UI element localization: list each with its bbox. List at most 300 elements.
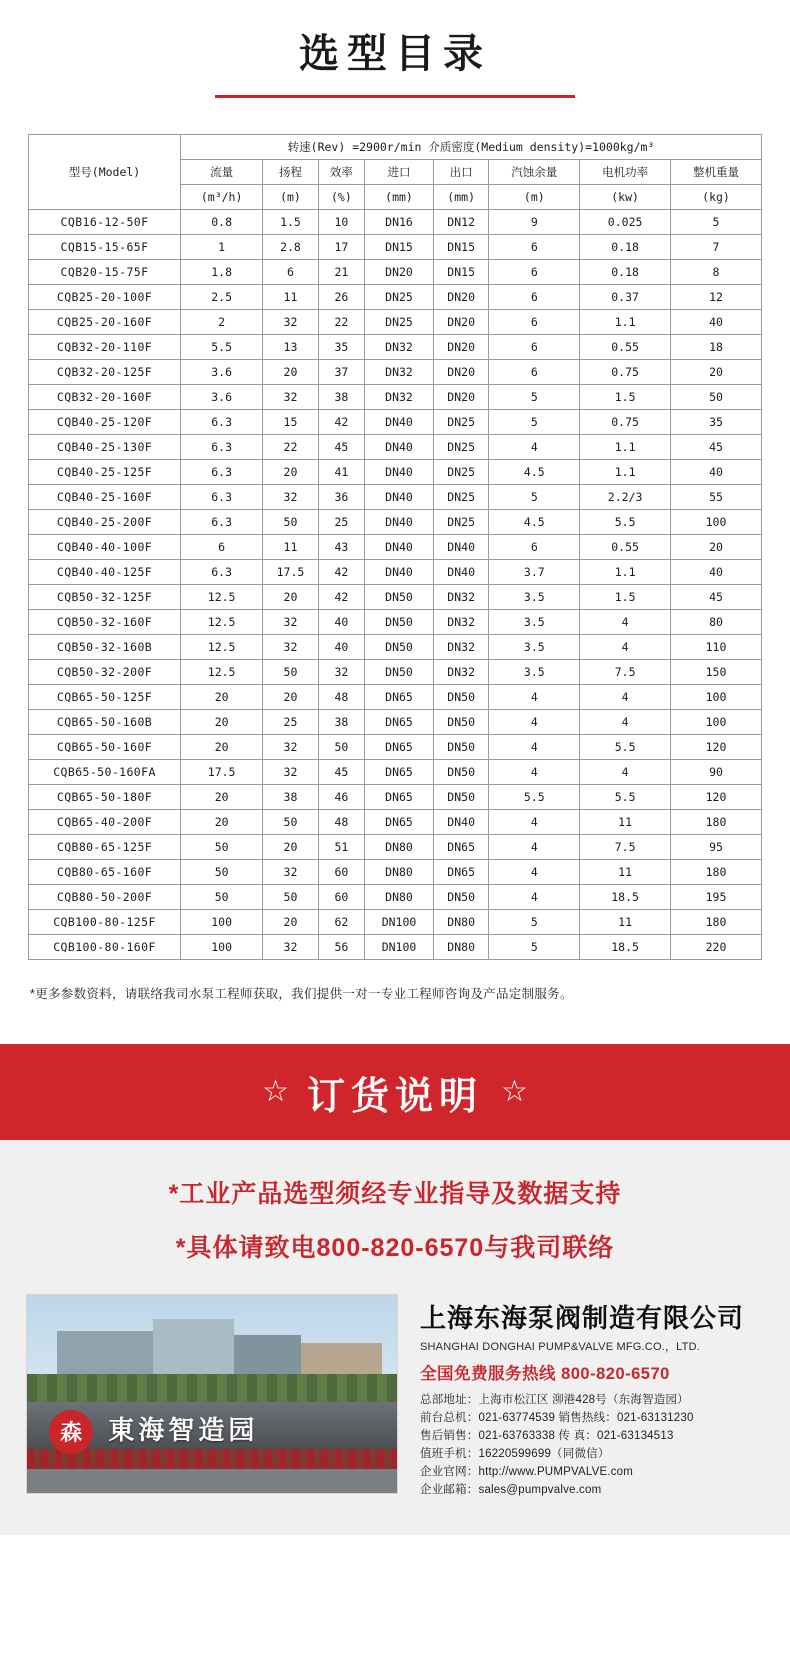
table-row <box>29 935 762 960</box>
cell-value: 4 <box>489 435 580 460</box>
cell-value: 4 <box>489 710 580 735</box>
cell-value: 32 <box>263 385 318 410</box>
cell-value: 220 <box>671 935 762 960</box>
cell-value: 32 <box>263 310 318 335</box>
cell-value: 4.5 <box>489 510 580 535</box>
header-col-unit-3: (mm) <box>365 185 434 210</box>
header-col-name-0: 流量 <box>181 160 263 185</box>
cell-value: 45 <box>671 585 762 610</box>
spec-table-body <box>29 210 762 960</box>
table-row <box>29 260 762 285</box>
cell-value: 1.5 <box>580 385 671 410</box>
cell-model: CQB32-20-125F <box>29 360 181 385</box>
cell-model: CQB20-15-75F <box>29 260 181 285</box>
cell-model: CQB40-40-100F <box>29 535 181 560</box>
cell-value: 5 <box>489 485 580 510</box>
cell-value: 8 <box>671 260 762 285</box>
cell-value: 6 <box>489 260 580 285</box>
cell-value: DN65 <box>365 760 434 785</box>
cell-value: 50 <box>181 835 263 860</box>
cell-value: DN25 <box>365 285 434 310</box>
cell-value: 11 <box>580 860 671 885</box>
cell-value: 195 <box>671 885 762 910</box>
cell-value: 11 <box>580 910 671 935</box>
cell-value: 50 <box>263 510 318 535</box>
cell-value: 100 <box>671 685 762 710</box>
table-row <box>29 360 762 385</box>
spec-table-head <box>29 135 762 210</box>
table-row <box>29 760 762 785</box>
table-row <box>29 235 762 260</box>
cell-value: 0.025 <box>580 210 671 235</box>
cell-value: 10 <box>318 210 364 235</box>
cell-value: 25 <box>318 510 364 535</box>
factory-photo <box>26 1294 398 1494</box>
cell-value: 0.18 <box>580 235 671 260</box>
cell-value: DN40 <box>365 535 434 560</box>
table-row <box>29 385 762 410</box>
cell-value: DN25 <box>433 485 488 510</box>
order-banner-title: 订货说明 <box>306 1075 483 1118</box>
cell-value: 12.5 <box>181 660 263 685</box>
cell-value: 17.5 <box>181 760 263 785</box>
cell-value: DN25 <box>433 410 488 435</box>
cell-value: 1.5 <box>580 585 671 610</box>
cell-value: 48 <box>318 685 364 710</box>
cell-value: DN80 <box>365 860 434 885</box>
table-row <box>29 560 762 585</box>
header-col-name-7: 整机重量 <box>671 160 762 185</box>
cell-value: 1.1 <box>580 460 671 485</box>
cell-value: 3.5 <box>489 635 580 660</box>
cell-value: 32 <box>318 660 364 685</box>
company-fax: 售后销售：021-63763338 传 真：021-63134513 <box>420 1430 674 1442</box>
cell-value: DN50 <box>433 710 488 735</box>
company-logo-icon: 森 <box>49 1410 93 1454</box>
cell-value: DN50 <box>365 635 434 660</box>
cell-value: DN20 <box>433 360 488 385</box>
cell-value: 6.3 <box>181 560 263 585</box>
table-row <box>29 860 762 885</box>
cell-value: DN40 <box>365 510 434 535</box>
cell-value: 62 <box>318 910 364 935</box>
cell-model: CQB25-20-160F <box>29 310 181 335</box>
cell-value: 35 <box>671 410 762 435</box>
cell-value: 6 <box>489 360 580 385</box>
company-hotline: 全国免费服务热线 800-820-6570 <box>420 1365 670 1383</box>
company-website[interactable]: 企业官网：http://www.PUMPVALVE.com <box>420 1466 634 1478</box>
cell-value: 6.3 <box>181 410 263 435</box>
cell-model: CQB50-32-125F <box>29 585 181 610</box>
cell-value: 20 <box>263 685 318 710</box>
cell-value: 0.75 <box>580 410 671 435</box>
cell-value: 5 <box>489 935 580 960</box>
cell-model: CQB50-32-160B <box>29 635 181 660</box>
cell-model: CQB32-20-110F <box>29 335 181 360</box>
cell-value: 50 <box>318 735 364 760</box>
cell-value: 43 <box>318 535 364 560</box>
table-row <box>29 410 762 435</box>
header-col-unit-5: (m) <box>489 185 580 210</box>
company-info <box>420 1294 764 1499</box>
table-row <box>29 910 762 935</box>
company-email[interactable]: 企业邮箱：sales@pumpvalve.com <box>420 1484 602 1496</box>
company-name-cn: 上海东海泵阀制造有限公司 <box>420 1303 745 1333</box>
cell-model: CQB50-32-160F <box>29 610 181 635</box>
company-footer <box>0 1294 790 1535</box>
cell-value: 50 <box>263 660 318 685</box>
cell-value: 40 <box>318 610 364 635</box>
cell-value: DN32 <box>433 610 488 635</box>
table-row <box>29 685 762 710</box>
company-front-desk: 前台总机：021-63774539 销售热线：021-63131230 <box>420 1412 694 1424</box>
cell-value: 60 <box>318 860 364 885</box>
cell-value: 6 <box>263 260 318 285</box>
cell-value: 0.55 <box>580 535 671 560</box>
table-row <box>29 310 762 335</box>
cell-value: 180 <box>671 910 762 935</box>
cell-value: 7.5 <box>580 660 671 685</box>
cell-model: CQB50-32-200F <box>29 660 181 685</box>
table-header-row-group <box>29 135 762 160</box>
order-instructions-banner <box>0 1044 790 1140</box>
cell-value: DN100 <box>365 935 434 960</box>
cell-model: CQB65-50-125F <box>29 685 181 710</box>
cell-value: 0.8 <box>181 210 263 235</box>
cell-value: DN65 <box>433 835 488 860</box>
order-note-line-1: *工业产品选型须经专业指导及数据支持 <box>168 1180 622 1208</box>
page-title-block <box>0 0 790 98</box>
cell-value: 9 <box>489 210 580 235</box>
header-col-name-6: 电机功率 <box>580 160 671 185</box>
cell-model: CQB80-50-200F <box>29 885 181 910</box>
cell-value: DN80 <box>365 835 434 860</box>
cell-value: 5.5 <box>181 335 263 360</box>
cell-value: 12.5 <box>181 635 263 660</box>
cell-value: 51 <box>318 835 364 860</box>
table-footnote: *更多参数资料，请联络我司水泵工程师获取，我们提供一对一专业工程师咨询及产品定制服务。 <box>30 987 573 1001</box>
cell-value: DN25 <box>365 310 434 335</box>
cell-model: CQB40-25-125F <box>29 460 181 485</box>
cell-value: DN50 <box>433 760 488 785</box>
cell-model: CQB16-12-50F <box>29 210 181 235</box>
cell-value: DN20 <box>433 385 488 410</box>
cell-value: 11 <box>580 810 671 835</box>
cell-value: DN80 <box>433 910 488 935</box>
cell-value: 22 <box>263 435 318 460</box>
table-row <box>29 535 762 560</box>
cell-value: DN65 <box>365 810 434 835</box>
header-col-unit-1: (m) <box>263 185 318 210</box>
header-conditions: 转速(Rev) =2900r/min 介质密度(Medium density)=1000kg/m³ <box>181 135 762 160</box>
cell-value: 32 <box>263 935 318 960</box>
cell-value: DN50 <box>433 885 488 910</box>
cell-value: DN40 <box>365 485 434 510</box>
cell-value: 2.5 <box>181 285 263 310</box>
cell-value: 46 <box>318 785 364 810</box>
cell-value: 1.8 <box>181 260 263 285</box>
cell-value: 6.3 <box>181 485 263 510</box>
cell-value: DN50 <box>365 610 434 635</box>
cell-value: 32 <box>263 735 318 760</box>
cell-value: 100 <box>181 935 263 960</box>
photo-ground <box>27 1469 397 1493</box>
photo-flower-bed <box>27 1449 397 1469</box>
header-col-unit-2: (%) <box>318 185 364 210</box>
cell-value: 12.5 <box>181 610 263 635</box>
header-model: 型号(Model) <box>29 135 181 210</box>
cell-value: 50 <box>181 885 263 910</box>
cell-value: DN65 <box>433 860 488 885</box>
company-name-en: SHANGHAI DONGHAI PUMP&VALVE MFG.CO.，LTD. <box>420 1341 700 1353</box>
star-icon-left: ☆ <box>262 1075 289 1108</box>
cell-value: 4 <box>580 710 671 735</box>
table-row <box>29 510 762 535</box>
cell-value: 32 <box>263 485 318 510</box>
cell-value: 42 <box>318 410 364 435</box>
order-banner-inner <box>262 1065 528 1120</box>
cell-value: 90 <box>671 760 762 785</box>
cell-value: 32 <box>263 610 318 635</box>
cell-value: DN50 <box>433 785 488 810</box>
cell-value: 6 <box>489 535 580 560</box>
cell-value: 50 <box>263 810 318 835</box>
cell-value: DN32 <box>365 385 434 410</box>
cell-value: 32 <box>263 635 318 660</box>
cell-value: 7 <box>671 235 762 260</box>
table-row <box>29 585 762 610</box>
cell-value: 56 <box>318 935 364 960</box>
cell-value: 36 <box>318 485 364 510</box>
table-row <box>29 735 762 760</box>
company-address: 总部地址：上海市松江区 泖港428号（东海智造园） <box>420 1394 689 1406</box>
cell-value: DN80 <box>433 935 488 960</box>
cell-value: 3.5 <box>489 660 580 685</box>
table-row <box>29 210 762 235</box>
cell-model: CQB25-20-100F <box>29 285 181 310</box>
cell-model: CQB80-65-160F <box>29 860 181 885</box>
cell-value: 40 <box>318 635 364 660</box>
cell-value: 5.5 <box>580 510 671 535</box>
cell-model: CQB15-15-65F <box>29 235 181 260</box>
header-col-name-3: 进口 <box>365 160 434 185</box>
cell-value: 0.37 <box>580 285 671 310</box>
cell-value: DN32 <box>433 635 488 660</box>
cell-value: DN32 <box>365 335 434 360</box>
cell-value: DN20 <box>365 260 434 285</box>
cell-value: 6 <box>489 285 580 310</box>
cell-value: 20 <box>263 835 318 860</box>
cell-value: DN25 <box>433 510 488 535</box>
cell-value: 20 <box>181 710 263 735</box>
cell-value: 60 <box>318 885 364 910</box>
cell-value: 2.2/3 <box>580 485 671 510</box>
table-row <box>29 785 762 810</box>
cell-value: 100 <box>671 710 762 735</box>
cell-value: 11 <box>263 285 318 310</box>
cell-value: 50 <box>263 885 318 910</box>
cell-value: DN40 <box>365 410 434 435</box>
table-row <box>29 435 762 460</box>
cell-value: DN100 <box>365 910 434 935</box>
order-notes <box>0 1140 790 1294</box>
cell-value: 35 <box>318 335 364 360</box>
cell-value: 38 <box>263 785 318 810</box>
table-row <box>29 460 762 485</box>
cell-value: 6.3 <box>181 460 263 485</box>
cell-model: CQB40-25-120F <box>29 410 181 435</box>
header-col-name-5: 汽蚀余量 <box>489 160 580 185</box>
cell-value: 20 <box>181 785 263 810</box>
header-col-name-2: 效率 <box>318 160 364 185</box>
cell-value: DN50 <box>433 735 488 760</box>
cell-value: 40 <box>671 460 762 485</box>
cell-value: DN16 <box>365 210 434 235</box>
star-icon-right: ☆ <box>501 1075 528 1108</box>
cell-model: CQB65-50-160B <box>29 710 181 735</box>
cell-value: 18 <box>671 335 762 360</box>
cell-value: DN40 <box>433 810 488 835</box>
cell-model: CQB40-25-160F <box>29 485 181 510</box>
table-row <box>29 610 762 635</box>
cell-model: CQB40-25-200F <box>29 510 181 535</box>
cell-value: DN50 <box>365 660 434 685</box>
cell-value: DN50 <box>365 585 434 610</box>
table-row <box>29 710 762 735</box>
cell-value: 4 <box>580 610 671 635</box>
cell-value: DN32 <box>433 660 488 685</box>
cell-model: CQB65-50-180F <box>29 785 181 810</box>
cell-value: 6 <box>489 335 580 360</box>
cell-model: CQB65-50-160F <box>29 735 181 760</box>
table-row <box>29 285 762 310</box>
cell-value: 1 <box>181 235 263 260</box>
cell-value: DN65 <box>365 735 434 760</box>
cell-value: 4 <box>489 685 580 710</box>
cell-value: 7.5 <box>580 835 671 860</box>
cell-value: 5.5 <box>580 785 671 810</box>
cell-value: 6 <box>181 535 263 560</box>
cell-value: 3.7 <box>489 560 580 585</box>
cell-value: 3.6 <box>181 360 263 385</box>
cell-value: 100 <box>181 910 263 935</box>
cell-value: 20 <box>181 685 263 710</box>
cell-value: 13 <box>263 335 318 360</box>
header-col-unit-7: (kg) <box>671 185 762 210</box>
cell-value: 120 <box>671 785 762 810</box>
cell-value: 4 <box>580 685 671 710</box>
cell-value: 5.5 <box>580 735 671 760</box>
table-row <box>29 335 762 360</box>
cell-value: DN15 <box>433 260 488 285</box>
cell-value: 120 <box>671 735 762 760</box>
cell-value: DN80 <box>365 885 434 910</box>
cell-value: 15 <box>263 410 318 435</box>
cell-value: 6 <box>489 235 580 260</box>
header-col-unit-4: (mm) <box>433 185 488 210</box>
cell-value: 37 <box>318 360 364 385</box>
cell-value: 20 <box>671 535 762 560</box>
cell-value: 32 <box>263 760 318 785</box>
cell-value: 6.3 <box>181 435 263 460</box>
cell-value: DN32 <box>433 585 488 610</box>
cell-value: 3.6 <box>181 385 263 410</box>
cell-value: DN40 <box>433 560 488 585</box>
table-row <box>29 485 762 510</box>
spec-table-wrapper <box>0 98 790 960</box>
photo-caption: 東海智造园 <box>108 1414 259 1445</box>
cell-value: 20 <box>181 810 263 835</box>
cell-value: 2.8 <box>263 235 318 260</box>
cell-value: 41 <box>318 460 364 485</box>
cell-value: 3.5 <box>489 585 580 610</box>
cell-value: 40 <box>671 560 762 585</box>
table-row <box>29 835 762 860</box>
cell-model: CQB65-40-200F <box>29 810 181 835</box>
cell-value: 100 <box>671 510 762 535</box>
cell-value: 18.5 <box>580 885 671 910</box>
cell-value: 42 <box>318 585 364 610</box>
cell-value: 80 <box>671 610 762 635</box>
cell-value: 45 <box>318 760 364 785</box>
cell-value: 1.1 <box>580 310 671 335</box>
cell-value: DN15 <box>365 235 434 260</box>
cell-model: CQB32-20-160F <box>29 385 181 410</box>
cell-value: 20 <box>263 460 318 485</box>
cell-value: DN40 <box>365 560 434 585</box>
cell-value: 20 <box>263 910 318 935</box>
cell-value: 150 <box>671 660 762 685</box>
cell-value: 4 <box>489 885 580 910</box>
cell-value: DN25 <box>433 460 488 485</box>
spec-table <box>28 134 762 960</box>
cell-value: 50 <box>181 860 263 885</box>
cell-value: DN15 <box>433 235 488 260</box>
order-note-line-2: *具体请致电800-820-6570与我司联络 <box>175 1234 615 1262</box>
cell-value: DN40 <box>433 535 488 560</box>
cell-value: 20 <box>181 735 263 760</box>
cell-value: 38 <box>318 710 364 735</box>
table-row <box>29 885 762 910</box>
cell-value: 12 <box>671 285 762 310</box>
cell-value: 18.5 <box>580 935 671 960</box>
cell-value: 4 <box>489 810 580 835</box>
cell-value: 5 <box>489 910 580 935</box>
cell-model: CQB40-40-125F <box>29 560 181 585</box>
header-col-name-1: 扬程 <box>263 160 318 185</box>
cell-value: 38 <box>318 385 364 410</box>
cell-value: DN20 <box>433 310 488 335</box>
cell-value: 17.5 <box>263 560 318 585</box>
cell-value: 1.1 <box>580 435 671 460</box>
cell-value: 25 <box>263 710 318 735</box>
cell-value: 3.5 <box>489 610 580 635</box>
cell-value: 5.5 <box>489 785 580 810</box>
cell-value: 55 <box>671 485 762 510</box>
cell-value: 11 <box>263 535 318 560</box>
cell-value: 6 <box>489 310 580 335</box>
cell-value: 2 <box>181 310 263 335</box>
cell-value: 45 <box>671 435 762 460</box>
cell-value: 48 <box>318 810 364 835</box>
cell-value: 20 <box>671 360 762 385</box>
table-row <box>29 635 762 660</box>
cell-value: DN32 <box>365 360 434 385</box>
cell-value: DN65 <box>365 785 434 810</box>
page-title: 选型目录 <box>299 32 491 76</box>
cell-value: 5 <box>489 385 580 410</box>
cell-value: 4 <box>489 835 580 860</box>
